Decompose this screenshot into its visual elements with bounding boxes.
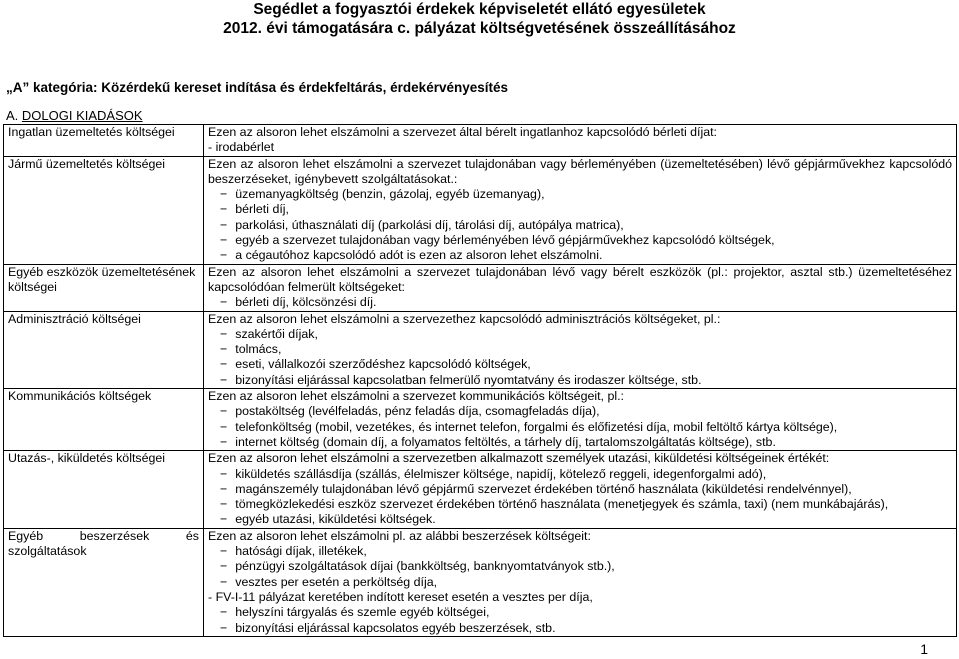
description-item: [208, 420, 952, 435]
cost-row: [4, 156, 957, 264]
description-item: [208, 373, 952, 388]
bullet-dash: −: [220, 620, 228, 635]
item-text: vesztes per esetén a perköltség díja,: [235, 574, 438, 589]
item-text: pénzügyi szolgáltatások díjai (bankköltség, banknyomtatványok stb.),: [235, 559, 615, 574]
bullet-dash: −: [220, 404, 228, 419]
description-item: [208, 467, 952, 482]
item-text: bizonyítási eljárással kapcsolatban felmerülő nyomtatvány és irodaszer költsége, stb.: [235, 372, 702, 387]
description-item: [208, 482, 952, 497]
bullet-dash: −: [220, 466, 228, 481]
description-item: [208, 342, 952, 357]
cost-table: [3, 124, 957, 637]
document-title-line-2: 2012. évi támogatására c. pályázat költségvetésének összeállításához: [223, 20, 736, 37]
description-item: [208, 187, 952, 202]
description-intro: Ezen az alsoron lehet elszámolni a szervezetben alkalmazott személyek utazási, kiküldetési költségeinek értékét:: [208, 451, 830, 466]
bullet-dash: −: [220, 357, 228, 372]
bullet-dash: −: [220, 187, 228, 202]
description-item: [208, 248, 952, 263]
item-text: postaköltség (levélfeladás, pénz feladás díja, csomagfeladás díja),: [235, 404, 600, 419]
item-text: bizonyítási eljárással kapcsolatos egyéb beszerzések, stb.: [235, 620, 556, 635]
page-number: 1: [920, 641, 928, 657]
description-item: [208, 233, 952, 248]
bullet-dash: −: [220, 295, 228, 310]
description-item: [208, 218, 952, 233]
section-heading: [6, 108, 143, 123]
bullet-dash: −: [220, 217, 228, 232]
cost-description: [204, 156, 957, 264]
description-intro: Ezen az alsoron lehet elszámolni a szervezet kommunikációs költségeit, pl.:: [208, 389, 624, 404]
item-text: bérleti díj,: [235, 202, 289, 217]
bullet-dash: −: [220, 544, 228, 559]
bullet-dash: −: [220, 202, 228, 217]
description-item: [208, 357, 952, 372]
item-text: telefonköltség (mobil, vezetékes, és internet telefon, forgalmi és előfizetési díja, mobil feltöltő kártya költsége),: [235, 419, 838, 434]
bullet-dash: −: [220, 481, 228, 496]
cost-category-label: Utazás-, kiküldetés költségei: [4, 451, 204, 528]
cost-row: [4, 389, 957, 451]
description-item: [208, 327, 952, 342]
item-text: a cégautóhoz kapcsolódó adót is ezen az alsoron lehet elszámolni.: [235, 248, 603, 263]
bullet-dash: −: [220, 419, 228, 434]
bullet-dash: −: [220, 233, 228, 248]
description-item: [208, 202, 952, 217]
item-text: tömegközlekedési eszköz szervezet érdekében történő használata (menetjegyek és számla, taxi) (nem munkábajárás),: [235, 497, 889, 512]
cost-description: [204, 451, 957, 528]
cost-description: [204, 528, 957, 636]
bullet-dash: −: [220, 497, 228, 512]
description-item: [208, 140, 952, 155]
item-text: internet költség (domain díj, a folyamatos feltöltés, a tárhely díj, tartalomszolgáltatás költsége), stb.: [235, 434, 776, 449]
bullet-dash: −: [220, 512, 228, 527]
cost-row: [4, 528, 957, 636]
section-prefix: A.: [6, 108, 22, 123]
bullet-dash: −: [220, 434, 228, 449]
item-text: bérleti díj, kölcsönzési díj.: [235, 295, 377, 310]
cost-category-label: Egyéb beszerzések és szolgáltatások: [4, 528, 204, 636]
cost-description: [204, 264, 957, 311]
cost-row: [4, 125, 957, 157]
description-intro: Ezen az alsoron lehet elszámolni pl. az alábbi beszerzések költségeit:: [208, 528, 591, 543]
description-item: [208, 497, 952, 512]
item-text: kiküldetés szállásdíja (szállás, élelmiszer költsége, napidíj, kötelező reggeli, idegenforgalmi adó),: [235, 466, 767, 481]
description-item: [208, 559, 952, 574]
category-heading: „A” kategória: Közérdekű kereset indítása és érdekfeltárás, érdekérvényesítés: [6, 80, 508, 95]
cost-row: [4, 264, 957, 311]
description-item: [208, 621, 952, 636]
description-intro: Ezen az alsoron lehet elszámolni a szervezethez kapcsolódó adminisztrációs költségeket, pl.:: [208, 311, 721, 326]
item-text: - irodabérlet: [208, 140, 275, 155]
bullet-dash: −: [220, 372, 228, 387]
description-intro: Ezen az alsoron lehet elszámolni a szervezet tulajdonában lévő vagy bérelt eszközök (pl.: projektor, asztal stb.) üzemeltetéséhez kapcsolódóan felmerült költségeket:: [208, 264, 952, 294]
item-text: helyszíni tárgyalás és szemle egyéb költségei,: [235, 605, 490, 620]
description-item: [208, 295, 952, 310]
item-text: hatósági díjak, illetékek,: [235, 544, 367, 559]
item-text: tolmács,: [235, 342, 282, 357]
bullet-dash: −: [220, 559, 228, 574]
bullet-dash: −: [220, 605, 228, 620]
cost-category-label: Jármű üzemeltetés költségei: [4, 156, 204, 264]
description-intro: Ezen az alsoron lehet elszámolni a szervezet által bérelt ingatlanhoz kapcsolódó bérleti díjat:: [208, 125, 717, 139]
section-title: DOLOGI KIADÁSOK: [21, 108, 143, 123]
bullet-dash: −: [220, 248, 228, 263]
item-text: magánszemély tulajdonában lévő gépjármű szervezet érdekében történő használata (kiküldetési rendelvénnyel),: [235, 481, 852, 496]
description-item: [208, 435, 952, 450]
item-text: eseti, vállalkozói szerződéshez kapcsolódó költségek,: [235, 357, 531, 372]
description-item: [208, 404, 952, 419]
cost-row: [4, 451, 957, 528]
description-item: [208, 512, 952, 527]
cost-category-label: Kommunikációs költségek: [4, 389, 204, 451]
cost-category-label: Egyéb eszközök üzemeltetésének költségei: [4, 264, 204, 311]
cost-description: [204, 389, 957, 451]
item-text: - FV-I-11 pályázat keretében indított kereset esetén a vesztes per díja,: [208, 589, 593, 604]
description-intro: Ezen az alsoron lehet elszámolni a szervezet tulajdonában vagy bérleményében (üzemeltetésében) lévő gépjárművekhez kapcsolódó beszerzéseket, igénybevett szolgáltatásokat.:: [208, 156, 952, 186]
description-item: [208, 605, 952, 620]
description-item: [208, 590, 952, 605]
item-text: szakértői díjak,: [235, 326, 318, 341]
cost-description: [204, 311, 957, 388]
cost-category-label: Ingatlan üzemeltetés költségei: [4, 125, 204, 157]
item-text: üzemanyagköltség (benzin, gázolaj, egyéb üzemanyag),: [235, 187, 545, 202]
cost-row: [4, 311, 957, 388]
item-text: egyéb utazási, kiküldetési költségek.: [235, 512, 436, 527]
cost-description: [204, 125, 957, 157]
cost-category-label: Adminisztráció költségei: [4, 311, 204, 388]
description-item: [208, 544, 952, 559]
bullet-dash: −: [220, 342, 228, 357]
bullet-dash: −: [220, 574, 228, 589]
cost-table-body: [4, 125, 957, 637]
item-text: egyéb a szervezet tulajdonában vagy bérleményében lévő gépjárművekhez kapcsolódó költségek,: [235, 233, 775, 248]
item-text: parkolási, úthasználati díj (parkolási díj, tárolási díj, autópálya matrica),: [235, 217, 624, 232]
bullet-dash: −: [220, 326, 228, 341]
description-item: [208, 575, 952, 590]
document-title-line-1: Segédlet a fogyasztói érdekek képviseletét ellátó egyesületek: [253, 1, 706, 18]
